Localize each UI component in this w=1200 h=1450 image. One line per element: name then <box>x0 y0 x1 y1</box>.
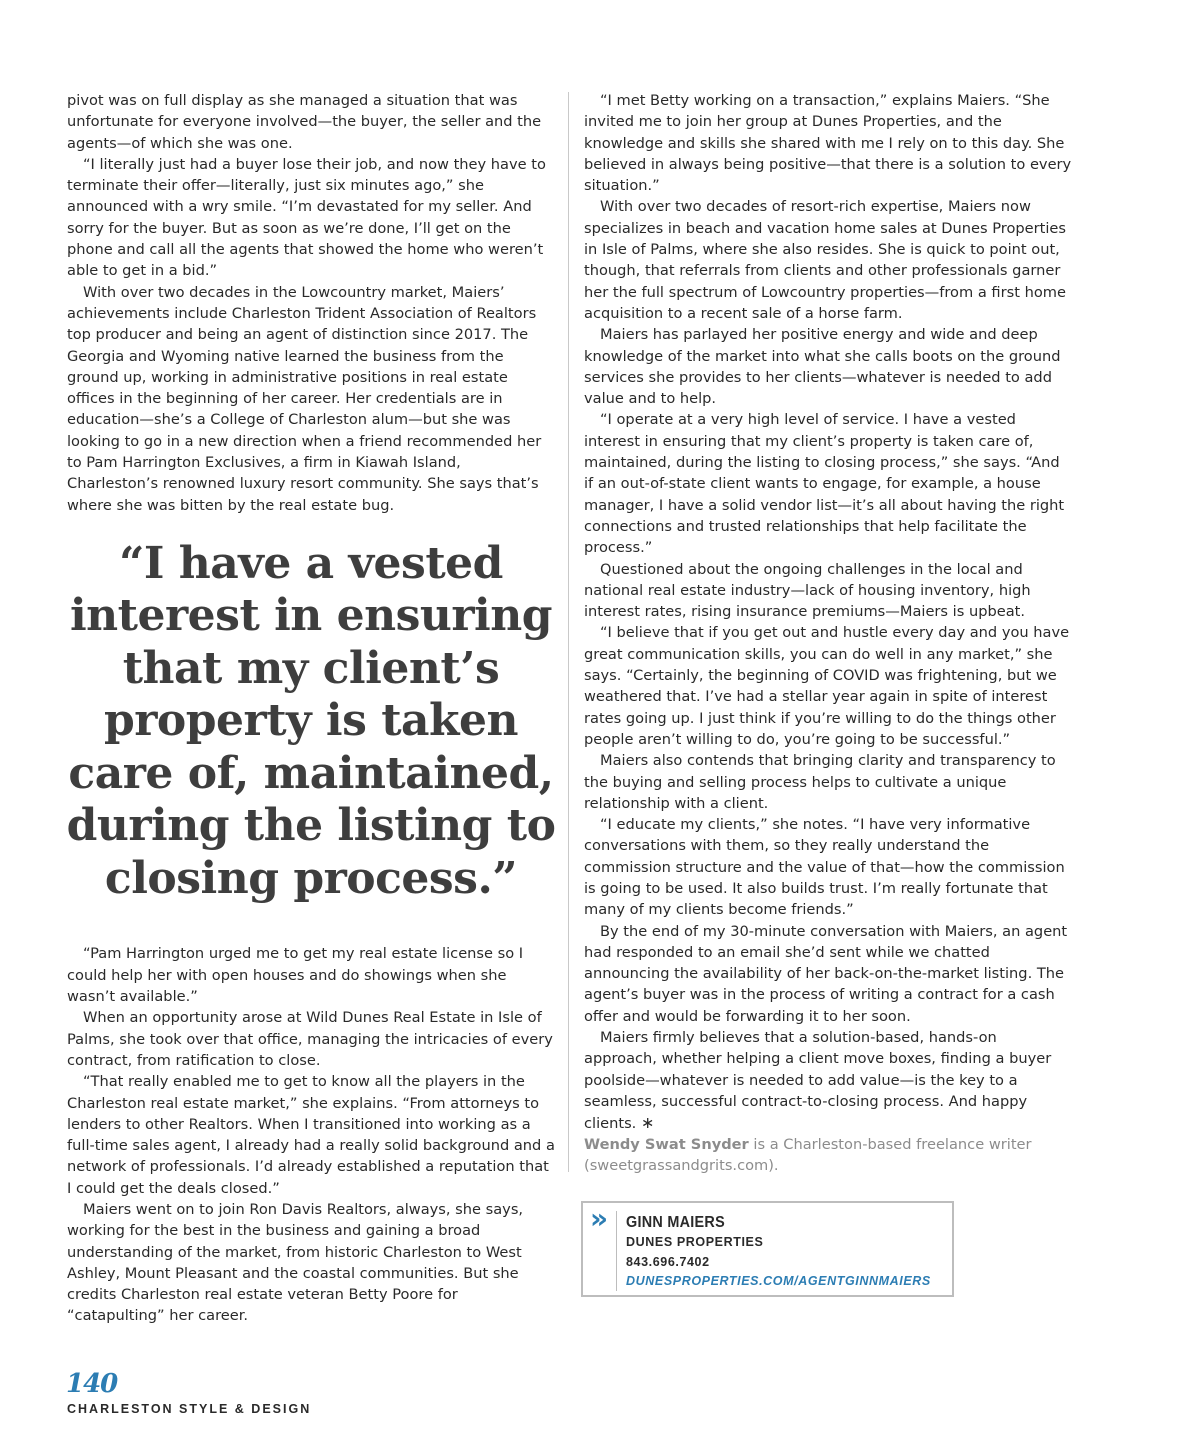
contact-company: DUNES PROPERTIES <box>626 1235 764 1249</box>
article-paragraph: “I operate at a very high level of service. I have a vested interest in ensuring that my client’s property is taken care of, maintained, during the listing to closing process,” she says. “And if an out-of-state client wants to engage, for example, a house manager, I have a solid vendor list—it’s all about having the right connections and trusted relationships that help facilitate the process.” <box>584 411 1065 557</box>
article-paragraph: Questioned about the ongoing challenges in the local and national real estate industry—lack of housing inventory, high interest rates, rising insurance premiums—Maiers is upbeat. <box>584 560 1031 621</box>
contact-details <box>626 1213 931 1292</box>
article-paragraph: “I met Betty working on a transaction,” explains Maiers. “She invited me to join her group at Dunes Properties, and the knowledge and skills she shared with me I rely on to this day. She believed in always being positive—that there is a solution to every situation.” <box>584 92 1072 195</box>
article-paragraph: Maiers also contends that bringing clarity and transparency to the buying and selling process helps to cultivate a unique relationship with a client. <box>584 752 1056 812</box>
publication-name: CHARLESTON STYLE & DESIGN <box>67 1402 312 1416</box>
author-byline <box>584 1134 1064 1177</box>
article-paragraph: “I literally just had a buyer lose their job, and now they have to terminate their offer—literally, just six minutes ago,” she announced with a wry smile. “I’m devastated for my seller. And sorry for the buyer. But as soon as we’re done, I’ll get on the phone and call all the agents that showed the home who weren’t able to get in a bid.” <box>67 155 546 280</box>
article-paragraph-text: Maiers firmly believes that a solution-based, hands-on approach, whether helping a client move boxes, finding a buyer poolside—whatever is needed to add value—is the key to a seamless, successful contract-to-closing process. And happy clients. <box>584 1029 1052 1133</box>
article-paragraph-last <box>584 1027 1072 1134</box>
contact-divider <box>616 1211 617 1291</box>
article-paragraph: With over two decades in the Lowcountry market, Maiers’ achievements include Charleston Trident Association of Realtors top producer and being an agent of distinction since 2017. The Georgia and Wyoming native learned the business from the ground up, working in administrative positions in real estate offices in the beginning of her career. Her credentials are in education—she’s a College of Charleston alum—but she was looking to go in a new direction when a friend recommended her to Pam Harrington Exclusives, a firm in Kiawah Island, Charleston’s renowned luxury resort community. She says that’s where she was bitten by the real estate bug. <box>67 283 542 514</box>
article-paragraph: With over two decades of resort-rich expertise, Maiers now specializes in beach and vacation home sales at Dunes Properties in Isle of Palms, where she also resides. She is quick to point out, though, that referrals from clients and other professionals garner her the full spectrum of Lowcountry properties—from a first home acquisition to a recent sale of a horse farm. <box>584 198 1066 322</box>
contact-phone: 843.696.7402 <box>626 1254 710 1269</box>
end-mark-icon: ∗ <box>640 1113 655 1133</box>
article-paragraph: When an opportunity arose at Wild Dunes Real Estate in Isle of Palms, she took over that office, managing the intricacies of every contract, from ratification to close. <box>67 1009 553 1069</box>
contact-name: GINN MAIERS <box>626 1214 725 1231</box>
article-left-column <box>67 90 555 1327</box>
contact-website-link[interactable]: DUNESPROPERTIES.COM/AGENTGINNMAIERS <box>626 1274 931 1288</box>
double-chevron-right-icon: » <box>590 1202 609 1235</box>
article-paragraph: “That really enabled me to get to know all the players in the Charleston real estate market,” she explains. “From attorneys to lenders to other Realtors. When I transitioned into working as a full-time sales agent, I already had a really solid background and a network of professionals. I’d already established a reputation that I could get the deals closed.” <box>67 1073 555 1197</box>
article-right-column <box>584 90 1072 1135</box>
article-paragraph: pivot was on full display as she managed a situation that was unfortunate for everyone involved—the buyer, the seller and the agents—of which she was one. <box>67 92 542 152</box>
pull-quote: “I have a vested interest in ensuring that my client’s property is taken care of, maintained, during the listing to closing process.” <box>66 537 556 904</box>
article-paragraph: By the end of my 30-minute conversation with Maiers, an agent had responded to an email she’d sent while we chatted announcing the availability of her back-on-the-market listing. The agent’s buyer was in the process of writing a contract for a cash offer and would be forwarding it to her soon. <box>584 922 1068 1025</box>
contact-box <box>581 1201 954 1297</box>
author-name: Wendy Swat Snyder <box>584 1136 749 1153</box>
author-description: is a Charleston-based freelance writer (sweetgrassandgrits.com). <box>584 1136 1032 1175</box>
article-paragraph: “Pam Harrington urged me to get my real estate license so I could help her with open houses and do showings when she wasn’t available.” <box>67 945 524 1006</box>
article-paragraph: Maiers has parlayed her positive energy and wide and deep knowledge of the market into what she calls boots on the ground services she provides to her clients—whatever is needed to add value and to help. <box>584 326 1061 408</box>
article-paragraph: Maiers went on to join Ron Davis Realtors, always, she says, working for the best in the business and gaining a broad understanding of the market, from historic Charleston to West Ashley, Mount Pleasant and the coastal communities. But she credits Charleston real estate veteran Betty Poore for “catapulting” her career. <box>67 1201 524 1325</box>
page-number: 140 <box>66 1369 118 1399</box>
column-divider <box>568 92 569 1172</box>
article-paragraph: “I educate my clients,” she notes. “I have very informative conversations with them, so they really understand the commission structure and the value of that—how the commission is going to be used. It also builds trust. I’m really fortunate that many of my clients become friends.” <box>584 816 1065 919</box>
article-paragraph: “I believe that if you get out and hustle every day and you have great communication skills, you can do well in any market,” she says. “Certainly, the beginning of COVID was frightening, but we weathered that. I’ve had a stellar year again in spite of interest rates going up. I just think if you’re willing to do the things other people aren’t willing to do, you’re going to be successful.” <box>584 624 1070 748</box>
